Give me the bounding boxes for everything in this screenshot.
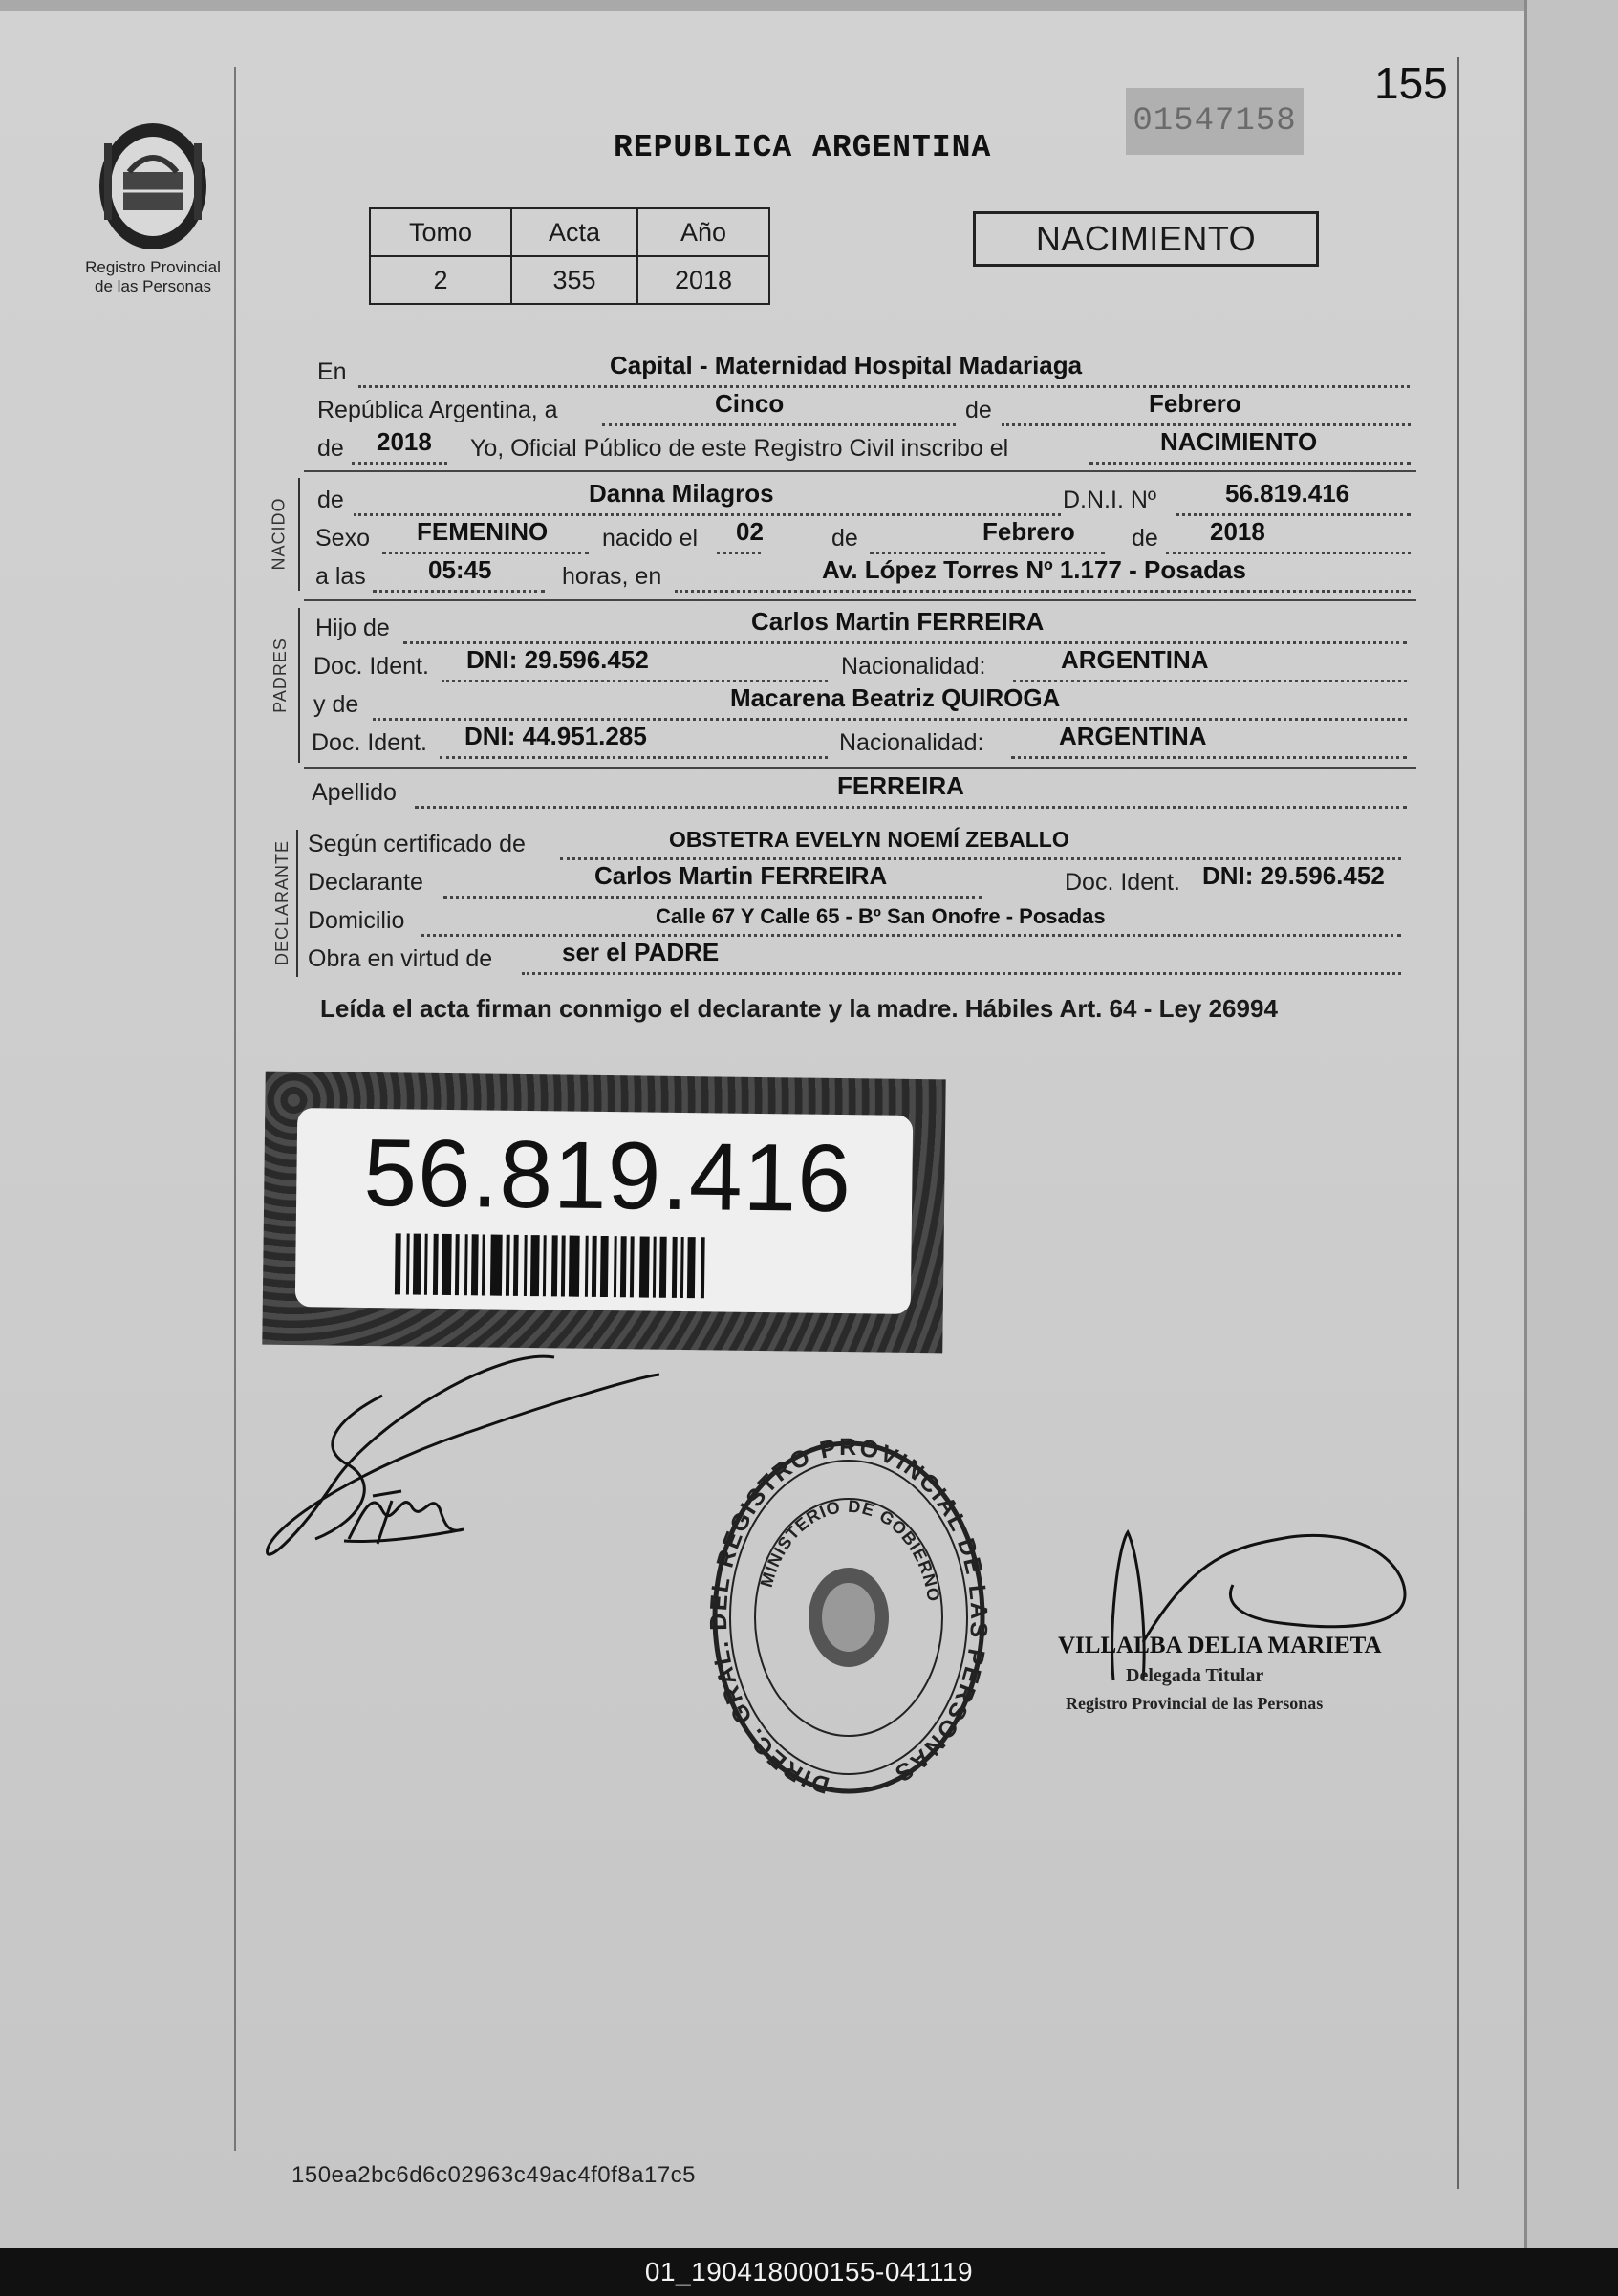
line-hora xyxy=(315,555,1416,596)
nacido-de3-label: de xyxy=(1132,525,1158,552)
barcode-bar xyxy=(490,1235,503,1296)
barcode-bar xyxy=(513,1235,519,1296)
father-doc-label: Doc. Ident. xyxy=(313,653,429,680)
registry-value-row xyxy=(370,256,769,304)
registry-table xyxy=(369,207,770,305)
barcode-bar xyxy=(569,1236,580,1297)
country-heading: REPUBLICA ARGENTINA xyxy=(614,130,992,165)
serial-stamp: 01547158 xyxy=(1126,88,1304,155)
sexo-value: FEMENINO xyxy=(417,517,549,546)
domicilio-value: Calle 67 Y Calle 65 - Bº San Onofre - Posadas xyxy=(656,904,1106,928)
line-sexo xyxy=(315,517,1416,558)
tomo-header: Tomo xyxy=(370,208,511,256)
declarant-signature xyxy=(258,1338,659,1596)
barcode-bar xyxy=(543,1235,547,1296)
top-edge xyxy=(0,0,1618,11)
mother-doc-label: Doc. Ident. xyxy=(312,729,427,756)
barcode-bar xyxy=(701,1237,705,1298)
right-margin-rule xyxy=(1457,57,1459,2189)
declarante-value: Carlos Martin FERREIRA xyxy=(594,861,888,890)
line-y-de xyxy=(313,683,1416,725)
barcode-bar xyxy=(680,1237,684,1298)
de-year-label: de xyxy=(317,435,344,462)
line-mother-doc xyxy=(312,722,1416,763)
barcode-bar xyxy=(464,1234,468,1295)
father-nat-label: Nacionalidad: xyxy=(841,653,986,680)
a-las-label: a las xyxy=(315,563,366,590)
line-apellido xyxy=(312,771,1416,812)
republica-label: República Argentina, a xyxy=(317,397,558,423)
barcode-bar xyxy=(630,1236,635,1297)
yo-text: Yo, Oficial Público de este Registro Civil inscribo el xyxy=(470,435,1009,462)
barcode-bar xyxy=(653,1237,657,1298)
barcode-bar xyxy=(455,1234,460,1295)
official-organization: Registro Provincial de las Personas xyxy=(1066,1694,1324,1713)
barcode-bar xyxy=(424,1234,428,1295)
official-role: Delegada Titular xyxy=(1126,1665,1264,1686)
line-yo xyxy=(315,427,1416,468)
de-label: de xyxy=(965,397,992,423)
ano-value: 2018 xyxy=(637,256,769,304)
hijo-de-label: Hijo de xyxy=(315,615,390,641)
line-en xyxy=(315,351,1416,392)
tomo-value: 2 xyxy=(370,256,511,304)
barcode-bar xyxy=(600,1236,609,1297)
barcode-bar xyxy=(471,1234,479,1295)
certificado-label: Según certificado de xyxy=(308,831,526,857)
line-nacido-name xyxy=(315,479,1416,520)
line-obra xyxy=(308,938,1416,979)
declarante-label: Declarante xyxy=(308,869,423,896)
barcode-bar xyxy=(585,1236,589,1297)
sexo-label: Sexo xyxy=(315,525,370,552)
provincial-logo xyxy=(76,115,229,315)
mother-name: Macarena Beatriz QUIROGA xyxy=(730,683,1061,712)
barcode-bar xyxy=(506,1235,510,1296)
apellido-label: Apellido xyxy=(312,779,397,806)
y-de-label: y de xyxy=(313,691,359,718)
declarante-doc: DNI: 29.596.452 xyxy=(1202,861,1385,890)
file-name-footer: 01_190418000155-041119 xyxy=(0,2248,1618,2296)
dni-badge-panel xyxy=(295,1108,913,1314)
barcode-bar xyxy=(530,1235,540,1296)
domicilio-label: Domicilio xyxy=(308,907,405,934)
line-declarante xyxy=(308,861,1416,902)
barcode-bar xyxy=(482,1234,485,1295)
barcode-bar xyxy=(639,1236,650,1297)
dni-badge-number: 56.819.416 xyxy=(362,1118,852,1233)
line-certificado xyxy=(308,827,1416,864)
official-seal xyxy=(705,1436,992,1799)
day-value: Cinco xyxy=(715,389,785,418)
mother-nat-label: Nacionalidad: xyxy=(839,729,984,756)
act-word: NACIMIENTO xyxy=(1160,427,1318,456)
father-name: Carlos Martin FERREIRA xyxy=(751,607,1045,636)
dni-badge xyxy=(262,1072,945,1354)
child-dni: 56.819.416 xyxy=(1225,479,1350,508)
misiones-coat-of-arms-icon xyxy=(91,115,215,258)
barcode-bar xyxy=(592,1236,597,1297)
birth-month: Febrero xyxy=(982,517,1075,546)
en-label: En xyxy=(317,358,347,385)
apellido-value: FERREIRA xyxy=(837,771,964,800)
birth-place: Av. López Torres Nº 1.177 - Posadas xyxy=(822,555,1246,584)
barcode-bar xyxy=(620,1236,627,1297)
seal-outer-text: DIREC. GRAL. DEL REGISTRO PROVINCIAL DE LAS PERSONAS xyxy=(705,1436,992,1799)
month-value: Febrero xyxy=(1149,389,1241,418)
barcode-bar xyxy=(442,1234,452,1295)
barcode-bar xyxy=(659,1237,667,1298)
line-hijo-de xyxy=(315,607,1416,648)
mother-doc: DNI: 44.951.285 xyxy=(464,722,647,750)
nacido-de2-label: de xyxy=(831,525,858,552)
page-number: 155 xyxy=(1374,58,1448,108)
mother-nationality: ARGENTINA xyxy=(1059,722,1207,750)
document-hash: 150ea2bc6d6c02963c49ac4f0f8a17c5 xyxy=(291,2162,697,2188)
obra-value: ser el PADRE xyxy=(562,938,720,966)
horas-label: horas, en xyxy=(562,563,662,590)
barcode-bar xyxy=(614,1236,617,1297)
declarante-section-label: DECLARANTE xyxy=(272,839,292,966)
father-doc: DNI: 29.596.452 xyxy=(466,645,649,674)
barcode-bar xyxy=(406,1233,410,1294)
left-margin-rule xyxy=(234,67,236,2151)
dni-label: D.N.I. Nº xyxy=(1063,487,1157,513)
registry-header-row xyxy=(370,208,769,256)
line-republica xyxy=(315,389,1416,430)
barcode-bar xyxy=(687,1237,696,1298)
barcode-bar xyxy=(561,1235,566,1296)
barcode-bar xyxy=(413,1234,421,1295)
barcode-bar xyxy=(395,1233,401,1294)
certificado-value: OBSTETRA EVELYN NOEMÍ ZEBALLO xyxy=(669,827,1069,852)
dni-barcode xyxy=(395,1233,797,1299)
official-name: VILLALBA DELIA MARIETA xyxy=(1058,1633,1382,1658)
place-value: Capital - Maternidad Hospital Madariaga xyxy=(610,351,1083,379)
seal-inner-text: MINISTERIO DE GOBIERNO xyxy=(756,1496,944,1604)
barcode-bar xyxy=(433,1234,439,1295)
year-value: 2018 xyxy=(377,427,432,456)
act-type-box: NACIMIENTO xyxy=(973,211,1319,267)
barcode-bar xyxy=(524,1235,528,1296)
logo-caption: Registro Provincial de las Personas xyxy=(85,258,221,295)
line-domicilio xyxy=(308,904,1416,941)
barcode-bar xyxy=(672,1237,678,1298)
birth-time: 05:45 xyxy=(428,555,492,584)
ano-header: Año xyxy=(637,208,769,256)
padres-section-label: PADRES xyxy=(270,638,290,713)
birth-year: 2018 xyxy=(1210,517,1265,546)
closing-text: Leída el acta firman conmigo el declarante y la madre. Hábiles Art. 64 - Ley 26994 xyxy=(320,994,1278,1023)
child-name: Danna Milagros xyxy=(589,479,774,508)
acta-value: 355 xyxy=(511,256,637,304)
declarante-doc-label: Doc. Ident. xyxy=(1065,869,1180,896)
father-nationality: ARGENTINA xyxy=(1061,645,1209,674)
acta-header: Acta xyxy=(511,208,637,256)
barcode-bar xyxy=(551,1235,558,1296)
line-father-doc xyxy=(313,645,1416,686)
birth-day: 02 xyxy=(736,517,764,546)
nacido-section-label: NACIDO xyxy=(269,497,289,571)
obra-label: Obra en virtud de xyxy=(308,945,493,972)
right-page-edge xyxy=(1524,0,1618,2248)
nacido-de-label: de xyxy=(317,487,344,513)
nacido-el-label: nacido el xyxy=(602,525,699,552)
